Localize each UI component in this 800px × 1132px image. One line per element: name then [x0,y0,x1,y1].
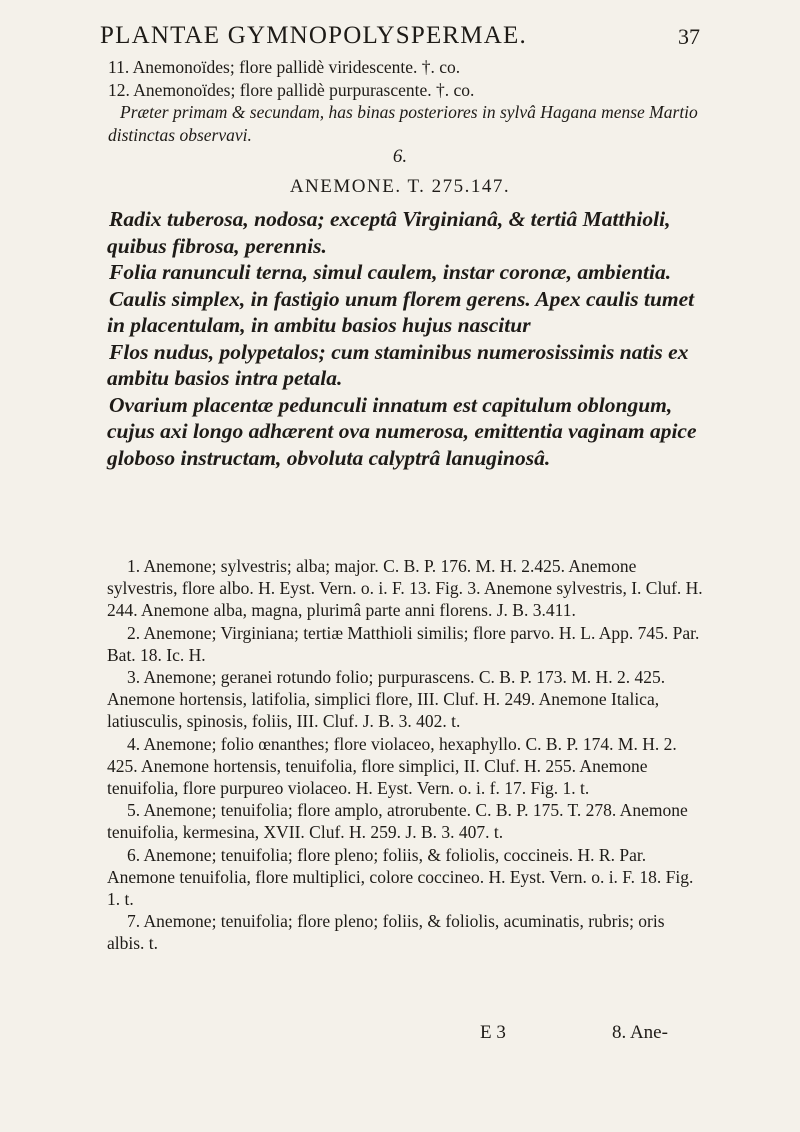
section-number: 6. [392,146,408,167]
description-paragraph: Caulis simplex, in fastigio unum florem gerens. Apex caulis tumet in placentulam, in ambitu basios hujus nascitur [107,286,695,337]
running-title: PLANTAE GYMNOPOLYSPERMAE. [100,22,527,49]
genus-description [107,206,702,471]
species-entry: 5. Anemone; tenuifolia; flore amplo, atrorubente. C. B. P. 175. T. 278. Anemone tenuifolia, kermesina, XVII. Cluf. H. 259. J. B. 3. 407. t. [107,800,688,843]
signature-mark: E 3 [480,1022,506,1043]
description-paragraph: Flos nudus, polypetalos; cum staminibus numerosissimis natis ex ambitu basios intra petala. [107,339,689,390]
species-entry: 4. Anemone; folio œnanthes; flore violaceo, hexaphyllo. C. B. P. 174. M. H. 2. 425. Anemone hortensis, tenuifolia, flore simplici, II. Cluf. H. 255. Anemone tenuifolia, flore purpureo violaceo. H. Eyst. Vern. o. i. f. 17. Fig. 1. t. [107,733,677,799]
description-paragraph: Folia ranunculi terna, simul caulem, instar coronæ, ambientia. [109,260,672,284]
genus-heading: ANEMONE. T. 275.147. [289,176,511,197]
running-header [100,22,700,56]
page-number: 37 [678,24,700,49]
description-paragraph: Ovarium placentæ pedunculi innatum est capitulum oblongum, cujus axi longo adhærent ova numerosa, emittentia vaginam apice globoso instructam, obvoluta calyptrâ lanuginosâ. [107,392,697,470]
species-entry: 1. Anemone; sylvestris; alba; major. C. B. P. 176. M. H. 2.425. Anemone sylvestris, flore albo. H. Eyst. Vern. o. i. F. 13. Fig. 3. Anemone sylvestris, I. Cluf. H. 244. Anemone alba, magna, plurimâ parte anni florens. J. B. 3.411. [107,556,703,621]
species-entry: 3. Anemone; geranei rotundo folio; purpurascens. C. B. P. 173. M. H. 2. 425. Anemone hortensis, latifolia, simplici flore, III. Cluf. H. 249. Anemone Italica, latiusculis, spinosis, foliis, III. Cluf. J. B. 3. 402. t. [107,667,666,732]
species-list [107,555,703,955]
continued-entries [108,56,708,146]
species-entry: 6. Anemone; tenuifolia; flore pleno; foliis, & foliolis, coccineis. H. R. Par. Anemone tenuifolia, flore multiplici, colore coccineo. H. Eyst. Vern. o. i. F. 18. Fig. 1. t. [107,844,694,910]
species-entry: 7. Anemone; tenuifolia; flore pleno; foliis, & foliolis, acuminatis, rubris; oris albis. t. [107,911,665,954]
entry-line: 12. Anemonoïdes; flore pallidè purpurascente. †. co. [108,79,475,100]
page-footer [480,1022,720,1046]
description-paragraph: Radix tuberosa, nodosa; exceptâ Virginianâ, & tertiâ Matthioli, quibus fibrosa, perennis. [107,207,671,258]
entry-line: 11. Anemonoïdes; flore pallidè viridescente. †. co. [108,57,461,77]
catchword: 8. Ane- [612,1022,668,1043]
species-entry: 2. Anemone; Virginiana; tertiæ Matthioli similis; flore parvo. H. L. App. 745. Par. Bat. 18. Ic. H. [107,622,700,665]
observation-note: Præter primam & secundam, has binas posteriores in sylvâ Hagana mense Martio distinctas observavi. [108,102,698,145]
